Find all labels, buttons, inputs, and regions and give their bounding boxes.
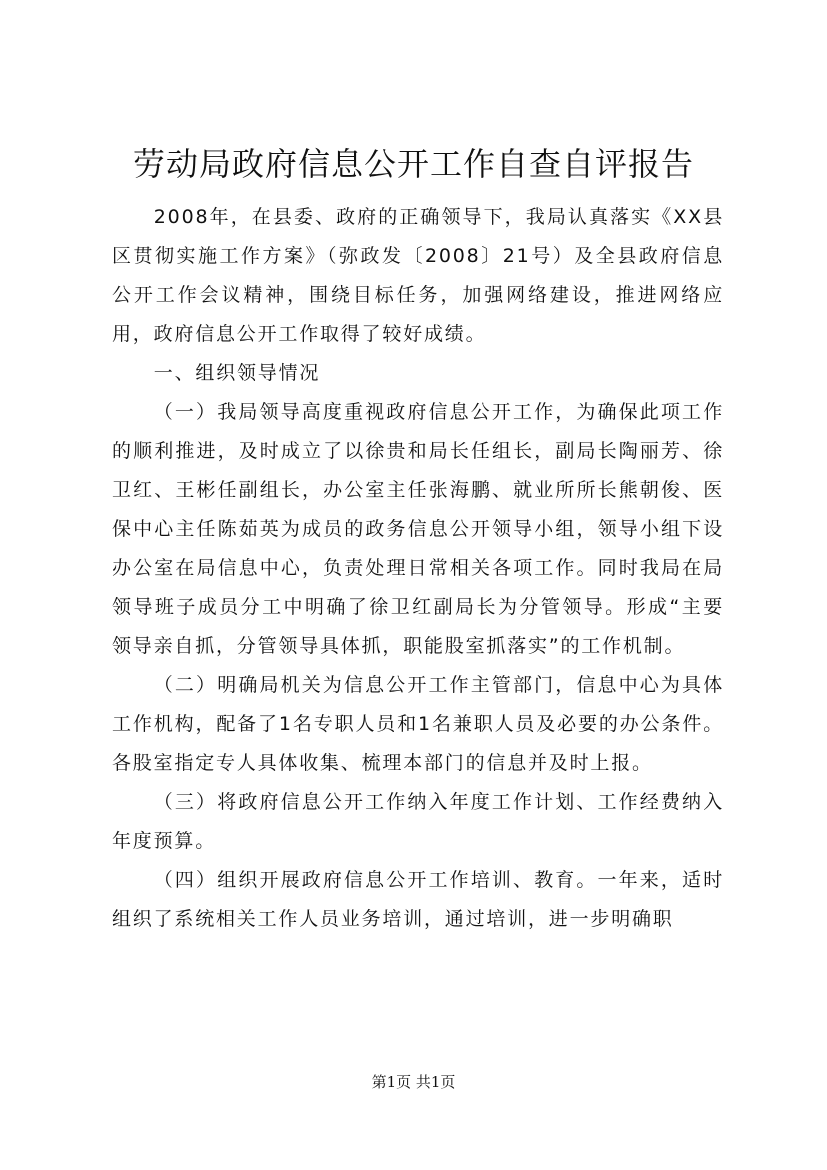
paragraph-item-3: （三）将政府信息公开工作纳入年度工作计划、工作经费纳入年度预算。 [112,791,724,852]
document-title: 劳动局政府信息公开工作自查自评报告 [132,145,694,183]
paragraph-item-2: （二）明确局机关为信息公开工作主管部门，信息中心为具体工作机构，配备了1名专职人员和1名兼职人员及必要的办公条件。各股室指定专人具体收集、梳理本部门的信息并及时上报。 [112,674,724,774]
section-heading-organization: 一、组织领导情况 [153,362,321,384]
page-footer: 第1页 共1页 [371,1073,456,1091]
paragraph-intro: 2008年，在县委、政府的正确领导下，我局认真落实《XX县区贯彻实施工作方案》（弥政发〔2008〕21号）及全县政府信息公开工作会议精神，围绕目标任务，加强网络建设，推进网络应用，政府信息公开工作取得了较好成绩。 [112,206,724,345]
paragraph-item-4: （四）组织开展政府信息公开工作培训、教育。一年来，适时组织了系统相关工作人员业务培训，通过培训，进一步明确职 [112,869,724,930]
document-body [112,198,724,939]
paragraph-item-1: （一）我局领导高度重视政府信息公开工作，为确保此项工作的顺利推进，及时成立了以徐贵和局长任组长，副局长陶丽芳、徐卫红、王彬任副组长，办公室主任张海鹏、就业所所长熊朝俊、医保中心主任陈茹英为成员的政务信息公开领导小组，领导小组下设办公室在局信息中心，负责处理日常相关各项工作。同时我局在局领导班子成员分工中明确了徐卫红副局长为分管领导。形成“主要领导亲自抓，分管领导具体抓，职能股室抓落实”的工作机制。 [112,401,724,657]
